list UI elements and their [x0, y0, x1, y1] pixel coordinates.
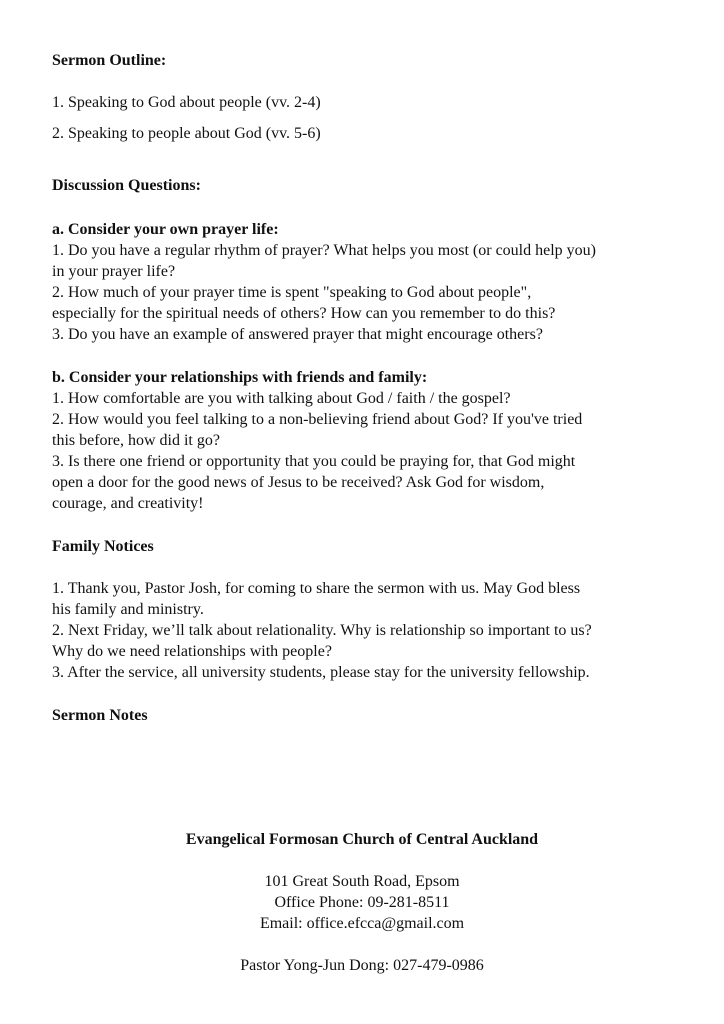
section-b-line: 3. Is there one friend or opportunity that you could be praying for, that God might — [52, 453, 576, 470]
notice-line: 2. Next Friday, we’ll talk about relationality. Why is relationship so important to us? — [52, 622, 592, 639]
sermon-notes-heading: Sermon Notes — [52, 707, 148, 724]
family-notices-heading: Family Notices — [52, 538, 154, 555]
church-address: 101 Great South Road, Epsom — [264, 873, 460, 890]
sermon-outline-heading: Sermon Outline: — [52, 52, 167, 69]
outline-item: 2. Speaking to people about God (vv. 5-6) — [52, 125, 321, 142]
notice-line: 1. Thank you, Pastor Josh, for coming to share the sermon with us. May God bless — [52, 580, 581, 597]
office-phone: Office Phone: 09-281-8511 — [274, 894, 450, 911]
section-a-line: in your prayer life? — [52, 263, 176, 280]
section-b-line: courage, and creativity! — [52, 495, 204, 512]
church-name: Evangelical Formosan Church of Central Auckland — [185, 831, 539, 848]
church-email: Email: office.efcca@gmail.com — [259, 915, 465, 932]
section-a-line: 1. Do you have a regular rhythm of prayer? What helps you most (or could help you) — [52, 242, 596, 259]
pastor-contact: Pastor Yong-Jun Dong: 027-479-0986 — [240, 957, 484, 974]
section-b-line: 1. How comfortable are you with talking about God / faith / the gospel? — [52, 390, 511, 407]
notice-line: his family and ministry. — [52, 601, 204, 618]
outline-item: 1. Speaking to God about people (vv. 2-4) — [52, 94, 321, 111]
section-a-line: 3. Do you have an example of answered prayer that might encourage others? — [52, 326, 543, 343]
section-a-line: especially for the spiritual needs of others? How can you remember to do this? — [52, 305, 556, 322]
section-b-line: 2. How would you feel talking to a non-believing friend about God? If you've tried — [52, 411, 583, 428]
discussion-questions-heading: Discussion Questions: — [52, 177, 201, 194]
notice-line: Why do we need relationships with people? — [52, 643, 332, 660]
section-a-line: 2. How much of your prayer time is spent "speaking to God about people", — [52, 284, 532, 301]
section-b-line: this before, how did it go? — [52, 432, 220, 449]
section-b-heading: b. Consider your relationships with friends and family: — [52, 369, 428, 386]
notice-line: 3. After the service, all university students, please stay for the university fellowship. — [52, 664, 590, 681]
section-a-heading: a. Consider your own prayer life: — [52, 221, 279, 238]
section-b-line: open a door for the good news of Jesus to be received? Ask God for wisdom, — [52, 474, 545, 491]
